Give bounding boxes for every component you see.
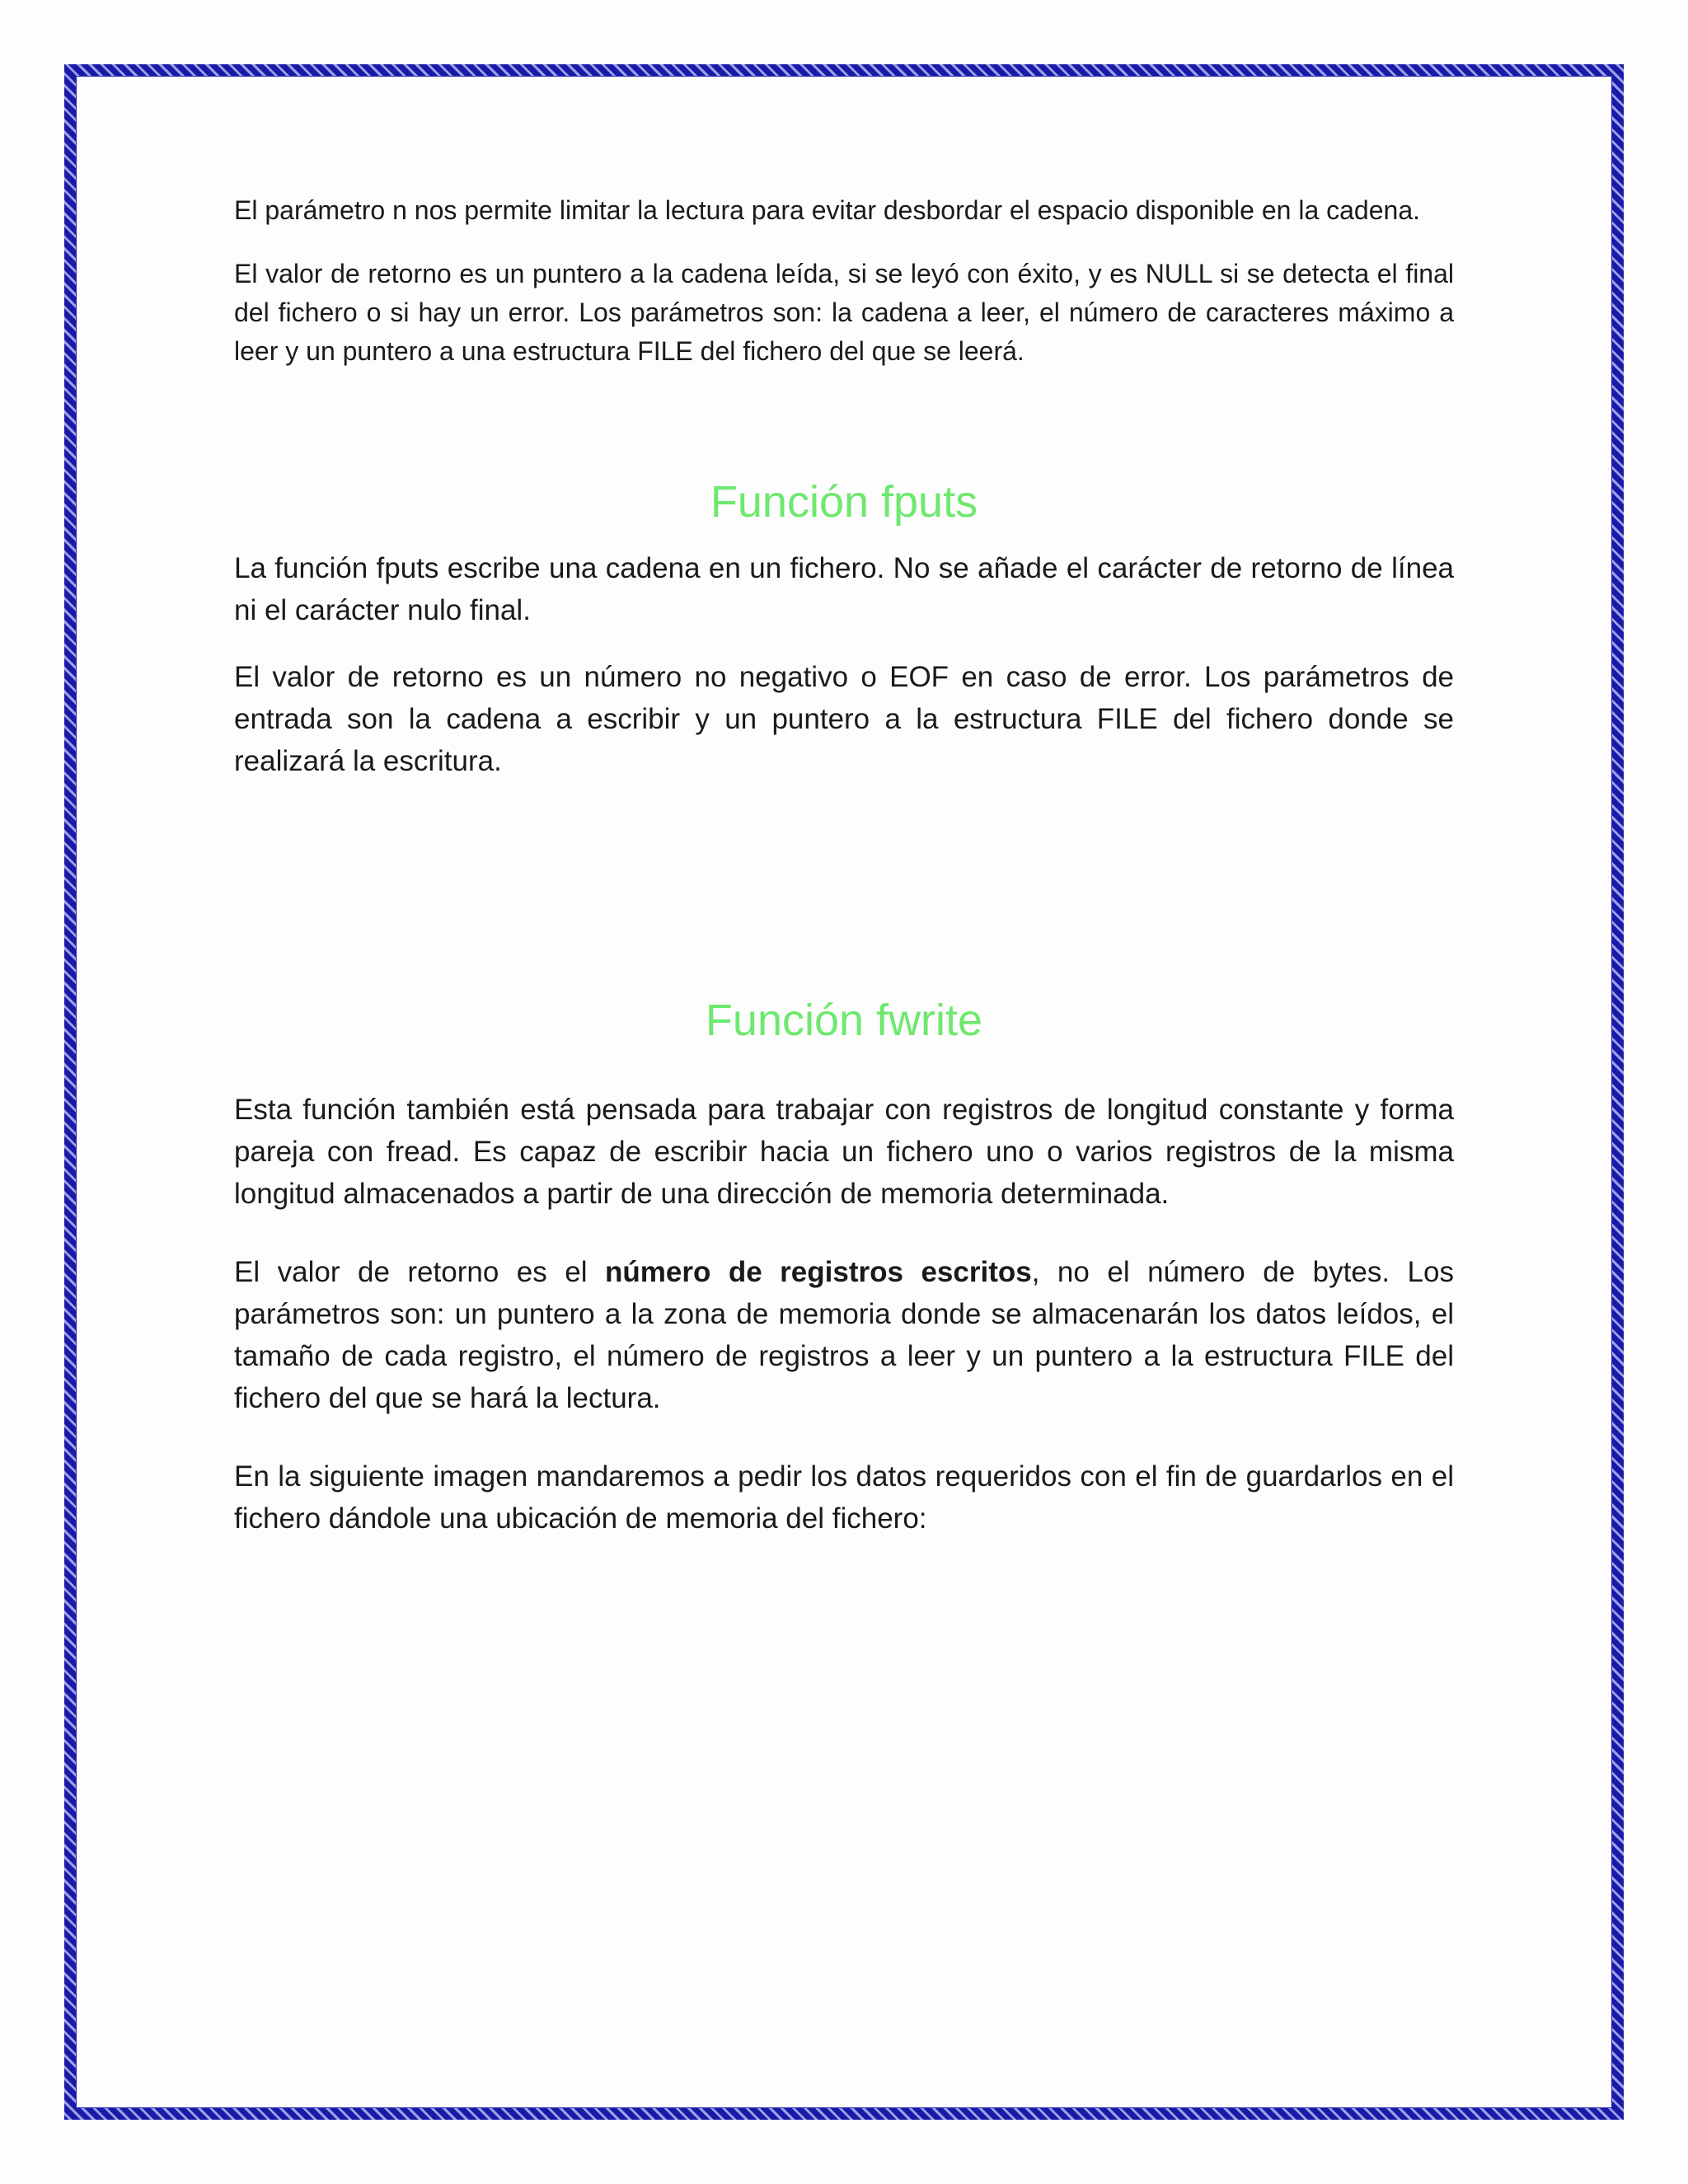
paragraph-fwrite-return-value — [234, 1251, 1454, 1419]
paragraph-fwrite-next-image: En la siguiente imagen mandaremos a pedir los datos requeridos con el fin de guardarlos en el fichero dándole una ubicación de memoria del fichero: — [234, 1460, 1454, 1535]
heading-fwrite: Función fwrite — [705, 996, 983, 1045]
paragraph-fputs-description: La función fputs escribe una cadena en un fichero. No se añade el carácter de retorno de línea ni el carácter nulo final. — [234, 552, 1454, 626]
paragraph-n-parameter: El parámetro n nos permite limitar la lectura para evitar desbordar el espacio disponible en la cadena. — [234, 195, 1420, 225]
return-value-bold-text: número de registros escritos — [605, 1256, 1032, 1288]
document-content — [234, 191, 1454, 1540]
heading-fputs: Función fputs — [710, 477, 978, 527]
paragraph-return-value-fgets: El valor de retorno es un puntero a la cadena leída, si se leyó con éxito, y es NULL si se detecta el final del fichero o si hay un error. Los parámetros son: la cadena a leer, el número de caracteres máximo a leer y un puntero a una estructura FILE del fichero del que se leerá. — [234, 259, 1454, 366]
paragraph-fputs-return-value: El valor de retorno es un número no negativo o EOF en caso de error. Los parámetros de entrada son la cadena a escribir y un puntero a la estructura FILE del fichero donde se realizará la escritura. — [234, 661, 1454, 777]
return-value-text-end: , no el número de bytes. Los parámetros son: un puntero a la zona de memoria donde se almacenarán los datos leídos, el tamaño de cada registro, el número de registros a leer y un puntero a la estructura FILE del fichero del que se hará la lectura. — [234, 1256, 1454, 1414]
return-value-text-start: El valor de retorno es el — [234, 1256, 605, 1288]
paragraph-fwrite-description: Esta función también está pensada para trabajar con registros de longitud constante y forma pareja con fread. Es capaz de escribir hacia un fichero uno o varios registros de la misma longitud almacenados a partir de una dirección de memoria determinada. — [234, 1094, 1454, 1210]
